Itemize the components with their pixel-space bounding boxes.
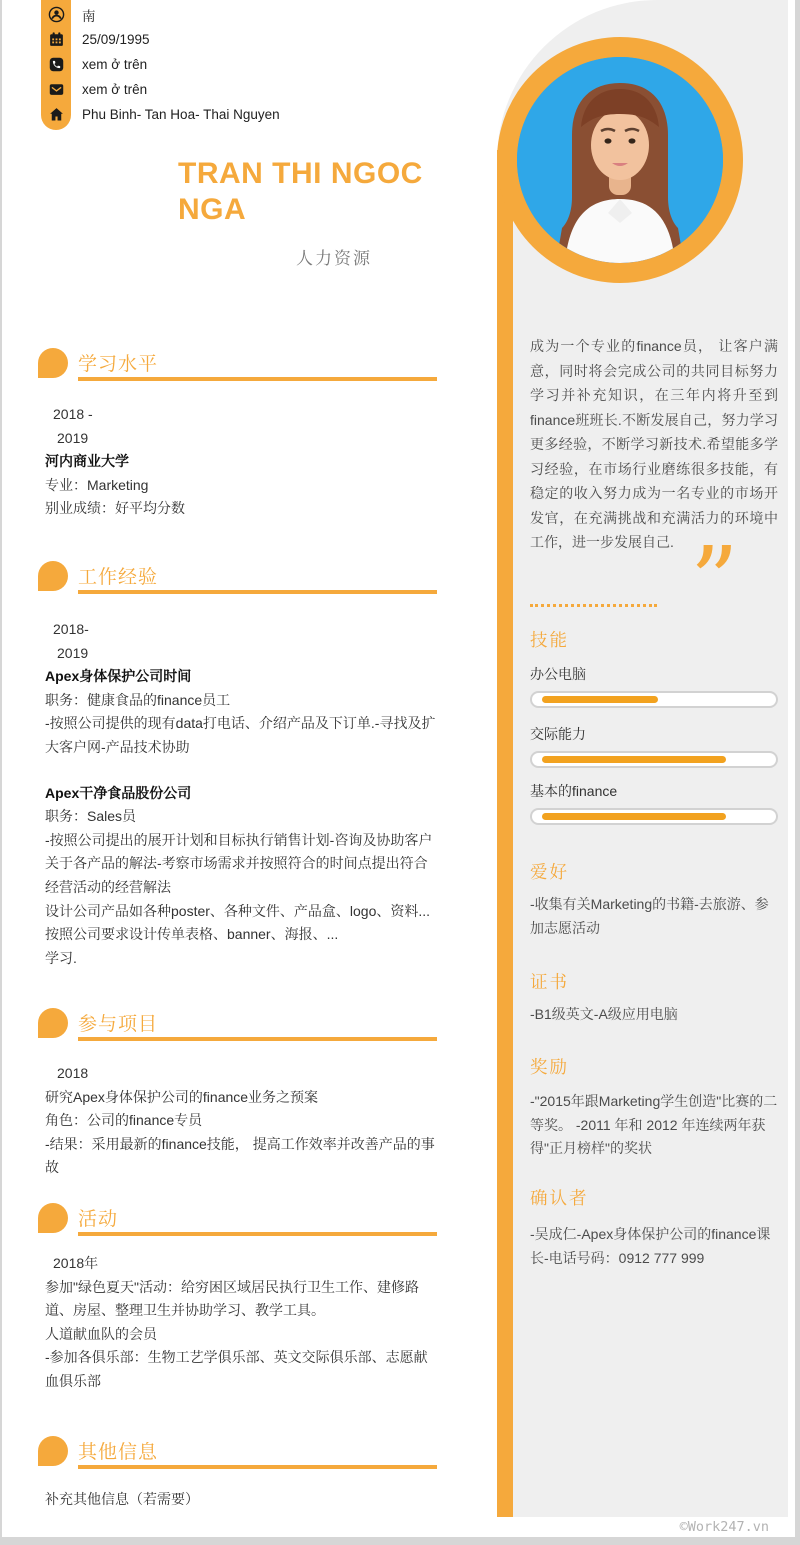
experience-body [45, 618, 439, 970]
section-bullet-icon [38, 561, 68, 591]
section-title: 工作经验 [78, 567, 159, 588]
project-result: -结果：采用最新的finance技能， 提高工作效率并改善产品的事故 [45, 1135, 435, 1176]
section-header-education [2, 348, 442, 382]
job1-position: 职务：健康食品的finance员工 [45, 691, 231, 708]
education-grade: 别业成绩：好平均分数 [45, 500, 185, 517]
photo-ring [497, 37, 743, 283]
education-period-end: 2019 [57, 429, 89, 446]
projects-body [45, 1062, 439, 1180]
references-text: -吴成仁-Apex身体保护公司的finance课长-电话号码：0912 777 999 [530, 1226, 771, 1266]
contact-row [41, 102, 280, 127]
candidate-name: TRAN THI NGOC NGA [178, 157, 423, 226]
section-bullet-icon [38, 1008, 68, 1038]
activities-period: 2018年 [53, 1255, 99, 1271]
activities-line1: 参加"绿色夏天"活动：给穷困区域居民执行卫生工作、建修路道、房屋、整理卫生并协助学习、教学工具。 [45, 1278, 419, 1319]
job2-duties: -按照公司提出的展开计划和目标执行销售计划-咨询及协助客户关于各产品的解法-考察市场需求并按照符合的时间点提出符合经营活动的经营解法 [45, 831, 433, 895]
contact-birthdate: 25/09/1995 [82, 32, 150, 47]
skill-label: 基本的finance [530, 783, 618, 799]
watermark-bar [2, 1517, 795, 1537]
section-bullet-icon [38, 1203, 68, 1233]
contact-row [41, 77, 280, 102]
education-period-start: 2018 - [53, 406, 93, 422]
section-title: 学习水平 [78, 354, 159, 375]
activities-line3: -参加各俱乐部：生物工艺学俱乐部、英文交际俱乐部、志愿献血俱乐部 [45, 1349, 428, 1389]
skill-item [530, 724, 778, 768]
job1-duties: -按照公司提供的现有data打电话、介绍产品及下订单.-寻找及扩大客户网-产品技术协助 [45, 715, 436, 755]
activities-line2: 人道献血队的会员 [45, 1325, 157, 1342]
hobbies-text: -收集有关Marketing的书籍-去旅游、参加志愿活动 [530, 896, 769, 936]
section-header-projects [2, 1008, 442, 1042]
contact-address: Phu Binh- Tan Hoa- Thai Nguyen [82, 107, 280, 122]
portrait-illustration [517, 57, 723, 263]
section-underline [78, 1037, 437, 1041]
mail-icon [41, 81, 71, 98]
phone-icon [41, 56, 71, 73]
skill-label: 办公电脑 [530, 666, 586, 682]
skill-bar-fill [542, 813, 726, 820]
user-icon [41, 6, 71, 23]
contact-phone: xem ở trên [82, 57, 148, 72]
job1-period-start: 2018- [53, 621, 89, 637]
section-header-activities [2, 1203, 442, 1237]
section-title: 参与项目 [78, 1014, 159, 1035]
section-title: 活动 [78, 1209, 119, 1230]
section-underline [78, 377, 437, 381]
skill-bar-track [530, 691, 778, 708]
contact-gender: 南 [82, 8, 96, 24]
awards-text: -"2015年跟Marketing学生创造"比赛的二等奖。 -2011 年和 2012 年连续两年获得"正月榜样"的奖状 [530, 1093, 778, 1156]
awards-heading: 奖励 [530, 1057, 569, 1077]
skill-bar-track [530, 751, 778, 768]
skill-bar-fill [542, 756, 726, 763]
project-role: 角色：公司的finance专员 [45, 1112, 203, 1129]
resume-page [2, 0, 795, 1537]
contact-row [41, 52, 280, 77]
section-underline [78, 1232, 437, 1236]
profile-photo [517, 57, 723, 263]
skill-item [530, 781, 778, 825]
job-title: 人力资源 [296, 249, 372, 268]
job1-company: Apex身体保护公司时间 [45, 668, 192, 685]
job2-position: 职务：Sales员 [45, 808, 137, 825]
section-header-experience [2, 561, 442, 595]
skill-label: 交际能力 [530, 726, 586, 742]
dotted-divider [530, 604, 657, 607]
section-bullet-icon [38, 348, 68, 378]
job2-company: Apex干净食品股份公司 [45, 784, 192, 801]
skills-heading: 技能 [530, 630, 569, 650]
project-name: 研究Apex身体保护公司的finance业务之预案 [45, 1088, 319, 1105]
other-line: 补充其他信息（若需要） [45, 1491, 199, 1507]
certificates-heading: 证书 [530, 972, 569, 992]
contact-block [41, 2, 280, 127]
watermark-text: ©Work247.vn [679, 1519, 769, 1535]
other-body [45, 1488, 439, 1512]
contact-row [41, 2, 280, 27]
job1-period-end: 2019 [57, 644, 89, 661]
contact-row [41, 27, 280, 52]
quote-icon: ” [690, 527, 739, 637]
contact-email: xem ở trên [82, 82, 148, 97]
section-underline [78, 590, 437, 594]
job2-design2: 按照公司要求设计传单表格、banner、海报、... [45, 926, 339, 943]
activities-body [45, 1252, 439, 1394]
hobbies-heading: 爱好 [530, 862, 569, 882]
skill-bar-track [530, 808, 778, 825]
education-body [45, 403, 439, 521]
career-objective: 成为一个专业的finance员， 让客户满意，同时将会完成公司的共同目标努力学习并补充知识，在三年内将升至到finance班班长.不断发展自己，努力学习更多经验，不断学习新技术.希望能多学习经验，在市场行业磨练很多技能，有稳定的收入努力成为一名专业的市场开发官，在充满挑战和充满活力的环境中工作，进一步发展自己. [530, 338, 778, 550]
certificates-text: -B1级英文-A级应用电脑 [530, 1006, 678, 1022]
education-major: 专业：Marketing [45, 476, 149, 493]
job2-design: 设计公司产品如各种poster、各种文件、产品盒、logo、资料... [45, 902, 431, 919]
education-school: 河内商业大学 [45, 453, 129, 470]
calendar-icon [41, 31, 71, 48]
section-title: 其他信息 [78, 1442, 159, 1463]
references-heading: 确认者 [530, 1188, 589, 1208]
project-period: 2018 [57, 1065, 89, 1081]
home-icon [41, 106, 71, 123]
skill-bar-fill [542, 696, 658, 703]
skill-item [530, 664, 778, 708]
section-underline [78, 1465, 437, 1469]
section-header-other [2, 1436, 442, 1470]
job2-study: 学习. [45, 949, 77, 966]
section-bullet-icon [38, 1436, 68, 1466]
accent-stripe [497, 150, 513, 1517]
